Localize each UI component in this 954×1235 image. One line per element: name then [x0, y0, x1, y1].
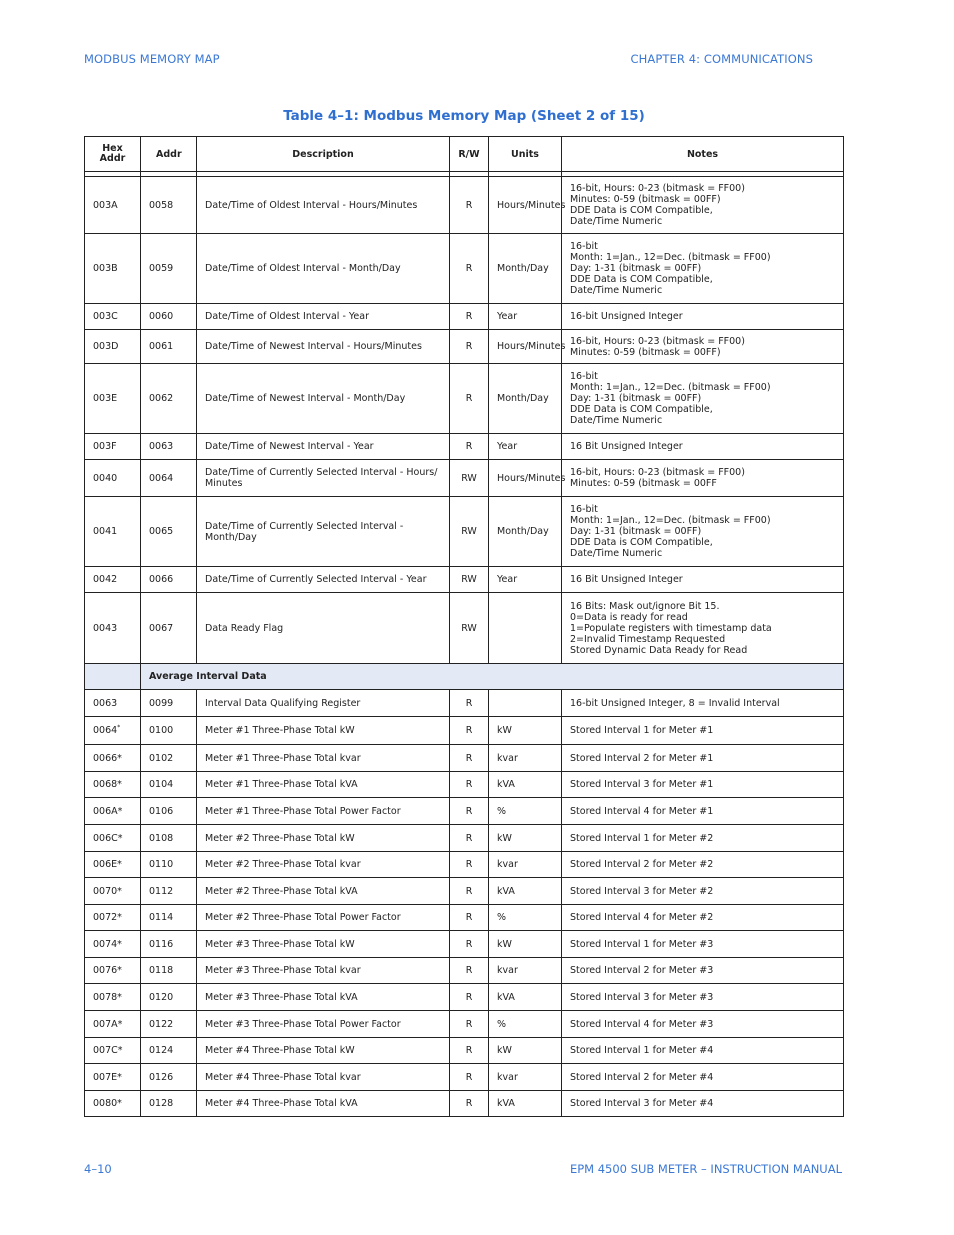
cell-notes: Stored Interval 2 for Meter #3 — [562, 958, 844, 984]
hex-addr-value: 0076* — [93, 965, 122, 976]
table-header-row — [85, 137, 844, 172]
hex-addr-value: 006A* — [93, 805, 123, 817]
cell-notes: Stored Interval 1 for Meter #4 — [562, 1038, 844, 1064]
cell-hex-addr — [85, 364, 141, 434]
cell-notes: Stored Interval 1 for Meter #2 — [562, 825, 844, 852]
cell-description: Date/Time of Currently Selected Interval - Hours/ Minutes — [197, 460, 450, 497]
cell-rw: R — [450, 717, 489, 745]
table-row — [85, 825, 844, 852]
table-row — [85, 1091, 844, 1117]
cell-description: Meter #4 Three-Phase Total kvar — [197, 1064, 450, 1091]
table-row — [85, 878, 844, 905]
cell-units: Hours/Minutes — [489, 177, 562, 234]
hex-addr-value: 0070* — [93, 885, 122, 897]
cell-rw: R — [450, 330, 489, 364]
cell-notes: 16-bit, Hours: 0-23 (bitmask = FF00) Minutes: 0-59 (bitmask = 00FF) — [562, 330, 844, 364]
cell-rw: RW — [450, 593, 489, 664]
cell-hex-addr — [85, 1064, 141, 1091]
hex-addr-value: 0041 — [93, 526, 118, 537]
cell-addr: 0118 — [141, 958, 197, 984]
cell-hex-addr — [85, 745, 141, 772]
cell-rw: R — [450, 905, 489, 931]
table-row — [85, 497, 844, 567]
cell-hex-addr — [85, 567, 141, 593]
cell-rw: R — [450, 984, 489, 1011]
hex-addr-value: 006E* — [93, 859, 122, 870]
cell-rw: R — [450, 1091, 489, 1117]
cell-rw: R — [450, 234, 489, 304]
cell-rw: R — [450, 958, 489, 984]
cell-hex-addr — [85, 825, 141, 852]
cell-description: Meter #3 Three-Phase Total kVA — [197, 984, 450, 1011]
hex-addr-value: 0064 — [93, 725, 118, 736]
table-row — [85, 460, 844, 497]
cell-description: Meter #4 Three-Phase Total kVA — [197, 1091, 450, 1117]
table-row — [85, 1011, 844, 1038]
cell-notes: Stored Interval 3 for Meter #4 — [562, 1091, 844, 1117]
hex-addr-value: 0068* — [93, 779, 122, 790]
cell-notes: Stored Interval 4 for Meter #3 — [562, 1011, 844, 1038]
cell-addr: 0120 — [141, 984, 197, 1011]
cell-addr: 0108 — [141, 825, 197, 852]
cell-notes: 16-bit, Hours: 0-23 (bitmask = FF00) Minutes: 0-59 (bitmask = 00FF — [562, 460, 844, 497]
cell-rw: R — [450, 1038, 489, 1064]
table-row — [85, 905, 844, 931]
cell-notes: 16-bit, Hours: 0-23 (bitmask = FF00) Minutes: 0-59 (bitmask = 00FF) DDE Data is COM Compatible, Date/Time Numeric — [562, 177, 844, 234]
cell-notes: Stored Interval 3 for Meter #3 — [562, 984, 844, 1011]
cell-hex-addr — [85, 234, 141, 304]
cell-addr: 0058 — [141, 177, 197, 234]
cell-rw: RW — [450, 567, 489, 593]
cell-description: Meter #2 Three-Phase Total Power Factor — [197, 905, 450, 931]
cell-hex-addr — [85, 852, 141, 878]
cell-rw: R — [450, 878, 489, 905]
cell-description: Date/Time of Oldest Interval - Hours/Minutes — [197, 177, 450, 234]
cell-notes: 16 Bit Unsigned Integer — [562, 434, 844, 460]
hex-addr-value: 0066* — [93, 752, 122, 764]
table-row — [85, 567, 844, 593]
cell-units: kvar — [489, 958, 562, 984]
cell-addr: 0110 — [141, 852, 197, 878]
cell-hex-addr — [85, 717, 141, 745]
cell-description: Date/Time of Newest Interval - Year — [197, 434, 450, 460]
cell-description: Meter #3 Three-Phase Total Power Factor — [197, 1011, 450, 1038]
cell-description: Date/Time of Newest Interval - Month/Day — [197, 364, 450, 434]
hex-addr-value: 0063 — [93, 697, 118, 709]
cell-notes: 16-bit Unsigned Integer, 8 = Invalid Interval — [562, 690, 844, 717]
cell-hex-addr — [85, 593, 141, 664]
cell-notes: 16-bit Month: 1=Jan., 12=Dec. (bitmask = FF00) Day: 1-31 (bitmask = 00FF) DDE Data is COM Compatible, Date/Time Numeric — [562, 364, 844, 434]
cell-description: Date/Time of Currently Selected Interval - Year — [197, 567, 450, 593]
cell-hex-addr — [85, 434, 141, 460]
cell-units: Year — [489, 567, 562, 593]
cell-notes: 16-bit Month: 1=Jan., 12=Dec. (bitmask = FF00) Day: 1-31 (bitmask = 00FF) DDE Data is COM Compatible, Date/Time Numeric — [562, 234, 844, 304]
cell-notes: 16-bit Month: 1=Jan., 12=Dec. (bitmask = FF00) Day: 1-31 (bitmask = 00FF) DDE Data is COM Compatible, Date/Time Numeric — [562, 497, 844, 567]
cell-rw: R — [450, 931, 489, 958]
col-header-hex-addr — [85, 137, 141, 172]
cell-notes: Stored Interval 1 for Meter #1 — [562, 717, 844, 745]
cell-addr: 0099 — [141, 690, 197, 717]
cell-addr: 0104 — [141, 772, 197, 798]
cell-units: Month/Day — [489, 497, 562, 567]
cell-notes: Stored Interval 3 for Meter #2 — [562, 878, 844, 905]
cell-addr: 0067 — [141, 593, 197, 664]
cell-hex-addr — [85, 958, 141, 984]
hex-addr-value: 0043 — [93, 622, 118, 634]
table-row — [85, 364, 844, 434]
cell-units: kVA — [489, 772, 562, 798]
manual-title: EPM 4500 SUB METER – INSTRUCTION MANUAL — [569, 1162, 842, 1176]
cell-units: kW — [489, 717, 562, 745]
col-header-description: Description — [197, 137, 450, 172]
cell-description: Interval Data Qualifying Register — [197, 690, 450, 717]
cell-rw: R — [450, 825, 489, 852]
table-row — [85, 745, 844, 772]
cell-description: Date/Time of Currently Selected Interval - Month/Day — [197, 497, 450, 567]
running-header-section: MODBUS MEMORY MAP — [84, 52, 220, 66]
cell-units: kW — [489, 1038, 562, 1064]
table-row — [85, 304, 844, 330]
cell-notes: 16-bit Unsigned Integer — [562, 304, 844, 330]
col-header-hex-label: Hex Addr — [99, 143, 126, 164]
cell-rw: R — [450, 772, 489, 798]
table-row — [85, 958, 844, 984]
cell-description: Meter #2 Three-Phase Total kW — [197, 825, 450, 852]
cell-rw: R — [450, 852, 489, 878]
cell-addr: 0063 — [141, 434, 197, 460]
cell-units: Year — [489, 304, 562, 330]
cell-hex-addr — [85, 1091, 141, 1117]
cell-description: Data Ready Flag — [197, 593, 450, 664]
cell-rw: RW — [450, 460, 489, 497]
cell-addr: 0116 — [141, 931, 197, 958]
cell-notes: Stored Interval 4 for Meter #2 — [562, 905, 844, 931]
table-row — [85, 931, 844, 958]
table-row — [85, 690, 844, 717]
cell-hex-addr — [85, 878, 141, 905]
cell-hex-addr — [85, 690, 141, 717]
cell-addr: 0100 — [141, 717, 197, 745]
hex-addr-value: 0078* — [93, 991, 122, 1003]
cell-addr: 0065 — [141, 497, 197, 567]
table-row — [85, 1064, 844, 1091]
cell-units — [489, 593, 562, 664]
cell-notes: Stored Interval 2 for Meter #4 — [562, 1064, 844, 1091]
cell-hex-addr — [85, 931, 141, 958]
cell-hex-addr — [85, 984, 141, 1011]
cell-addr: 0106 — [141, 798, 197, 825]
cell-addr: 0062 — [141, 364, 197, 434]
hex-addr-value: 007A* — [93, 1018, 123, 1030]
hex-addr-value: 0040 — [93, 472, 118, 484]
cell-units: kvar — [489, 1064, 562, 1091]
table-row — [85, 177, 844, 234]
cell-units: kVA — [489, 878, 562, 905]
cell-description: Meter #2 Three-Phase Total kVA — [197, 878, 450, 905]
cell-rw: R — [450, 434, 489, 460]
cell-description: Date/Time of Newest Interval - Hours/Minutes — [197, 330, 450, 364]
table-row — [85, 984, 844, 1011]
footnote-marker: * — [117, 723, 121, 731]
cell-addr: 0124 — [141, 1038, 197, 1064]
cell-rw: R — [450, 304, 489, 330]
table-title: Table 4–1: Modbus Memory Map (Sheet 2 of 15) — [283, 108, 645, 124]
hex-addr-value: 0072* — [93, 912, 122, 923]
hex-addr-value: 0042 — [93, 574, 118, 585]
col-header-units: Units — [489, 137, 562, 172]
cell-addr: 0060 — [141, 304, 197, 330]
cell-rw: R — [450, 177, 489, 234]
cell-units: Month/Day — [489, 364, 562, 434]
cell-units: kW — [489, 825, 562, 852]
cell-units: Month/Day — [489, 234, 562, 304]
cell-units: % — [489, 1011, 562, 1038]
cell-rw: R — [450, 745, 489, 772]
table-body — [85, 172, 844, 1117]
hex-addr-value: 003B — [93, 263, 118, 274]
cell-units: Hours/Minutes — [489, 460, 562, 497]
cell-rw: R — [450, 1064, 489, 1091]
cell-addr: 0061 — [141, 330, 197, 364]
cell-description: Meter #3 Three-Phase Total kvar — [197, 958, 450, 984]
table-row — [85, 234, 844, 304]
hex-addr-value: 003C — [93, 311, 118, 322]
table-row — [85, 330, 844, 364]
cell-notes: Stored Interval 2 for Meter #2 — [562, 852, 844, 878]
cell-addr: 0066 — [141, 567, 197, 593]
table-row — [85, 593, 844, 664]
cell-hex-addr — [85, 460, 141, 497]
cell-hex-addr — [85, 798, 141, 825]
cell-addr: 0102 — [141, 745, 197, 772]
cell-addr: 0114 — [141, 905, 197, 931]
cell-notes: Stored Interval 1 for Meter #3 — [562, 931, 844, 958]
cell-description: Meter #2 Three-Phase Total kvar — [197, 852, 450, 878]
cell-description: Meter #1 Three-Phase Total Power Factor — [197, 798, 450, 825]
hex-addr-value: 003F — [93, 441, 117, 452]
cell-rw: R — [450, 1011, 489, 1038]
hex-addr-value: 006C* — [93, 832, 123, 844]
hex-addr-value: 003A — [93, 199, 118, 211]
cell-hex-addr — [85, 905, 141, 931]
table-row — [85, 1038, 844, 1064]
table-row — [85, 798, 844, 825]
cell-hex-addr — [85, 1011, 141, 1038]
cell-description: Meter #3 Three-Phase Total kW — [197, 931, 450, 958]
section-row-average-interval-data — [85, 664, 844, 690]
col-header-rw: R/W — [450, 137, 489, 172]
cell-notes: Stored Interval 3 for Meter #1 — [562, 772, 844, 798]
cell-hex-addr — [85, 177, 141, 234]
running-header-chapter: CHAPTER 4: COMMUNICATIONS — [630, 52, 813, 66]
cell-addr: 0112 — [141, 878, 197, 905]
cell-units: kvar — [489, 852, 562, 878]
cell-units — [489, 690, 562, 717]
table-row — [85, 772, 844, 798]
cell-units: Hours/Minutes — [489, 330, 562, 364]
page-number: 4–10 — [84, 1162, 112, 1176]
cell-addr: 0128 — [141, 1091, 197, 1117]
cell-units: kVA — [489, 1091, 562, 1117]
cell-description: Meter #4 Three-Phase Total kW — [197, 1038, 450, 1064]
cell-notes: 16 Bits: Mask out/ignore Bit 15. 0=Data is ready for read 1=Populate registers with timestamp data 2=Invalid Timestamp Requested Stored Dynamic Data Ready for Read — [562, 593, 844, 664]
cell-rw: R — [450, 364, 489, 434]
cell-rw: RW — [450, 497, 489, 567]
section-title: Average Interval Data — [141, 664, 844, 690]
cell-hex-addr — [85, 304, 141, 330]
cell-description: Meter #1 Three-Phase Total kvar — [197, 745, 450, 772]
cell-addr: 0064 — [141, 460, 197, 497]
cell-units: kVA — [489, 984, 562, 1011]
cell-notes: Stored Interval 2 for Meter #1 — [562, 745, 844, 772]
cell-addr: 0059 — [141, 234, 197, 304]
cell-description: Meter #1 Three-Phase Total kVA — [197, 772, 450, 798]
cell-rw: R — [450, 798, 489, 825]
cell-addr: 0126 — [141, 1064, 197, 1091]
col-header-addr: Addr — [141, 137, 197, 172]
cell-notes: Stored Interval 4 for Meter #1 — [562, 798, 844, 825]
table-row — [85, 717, 844, 745]
cell-notes: 16 Bit Unsigned Integer — [562, 567, 844, 593]
hex-addr-value: 003E — [93, 393, 118, 404]
table-row — [85, 434, 844, 460]
cell-description: Meter #1 Three-Phase Total kW — [197, 717, 450, 745]
col-header-notes: Notes — [562, 137, 844, 172]
table-row — [85, 852, 844, 878]
hex-addr-value: 003D — [93, 341, 119, 352]
cell-units: Year — [489, 434, 562, 460]
modbus-memory-map-table — [84, 136, 844, 1117]
section-blank-cell — [85, 664, 141, 690]
cell-addr: 0122 — [141, 1011, 197, 1038]
cell-hex-addr — [85, 330, 141, 364]
cell-description: Date/Time of Oldest Interval - Month/Day — [197, 234, 450, 304]
cell-units: kW — [489, 931, 562, 958]
cell-description: Date/Time of Oldest Interval - Year — [197, 304, 450, 330]
hex-addr-value: 007C* — [93, 1045, 123, 1056]
cell-units: % — [489, 905, 562, 931]
cell-hex-addr — [85, 1038, 141, 1064]
cell-hex-addr — [85, 772, 141, 798]
hex-addr-value: 0080* — [93, 1098, 122, 1109]
cell-hex-addr — [85, 497, 141, 567]
cell-units: kvar — [489, 745, 562, 772]
cell-units: % — [489, 798, 562, 825]
cell-rw: R — [450, 690, 489, 717]
hex-addr-value: 0074* — [93, 938, 122, 950]
hex-addr-value: 007E* — [93, 1071, 122, 1083]
